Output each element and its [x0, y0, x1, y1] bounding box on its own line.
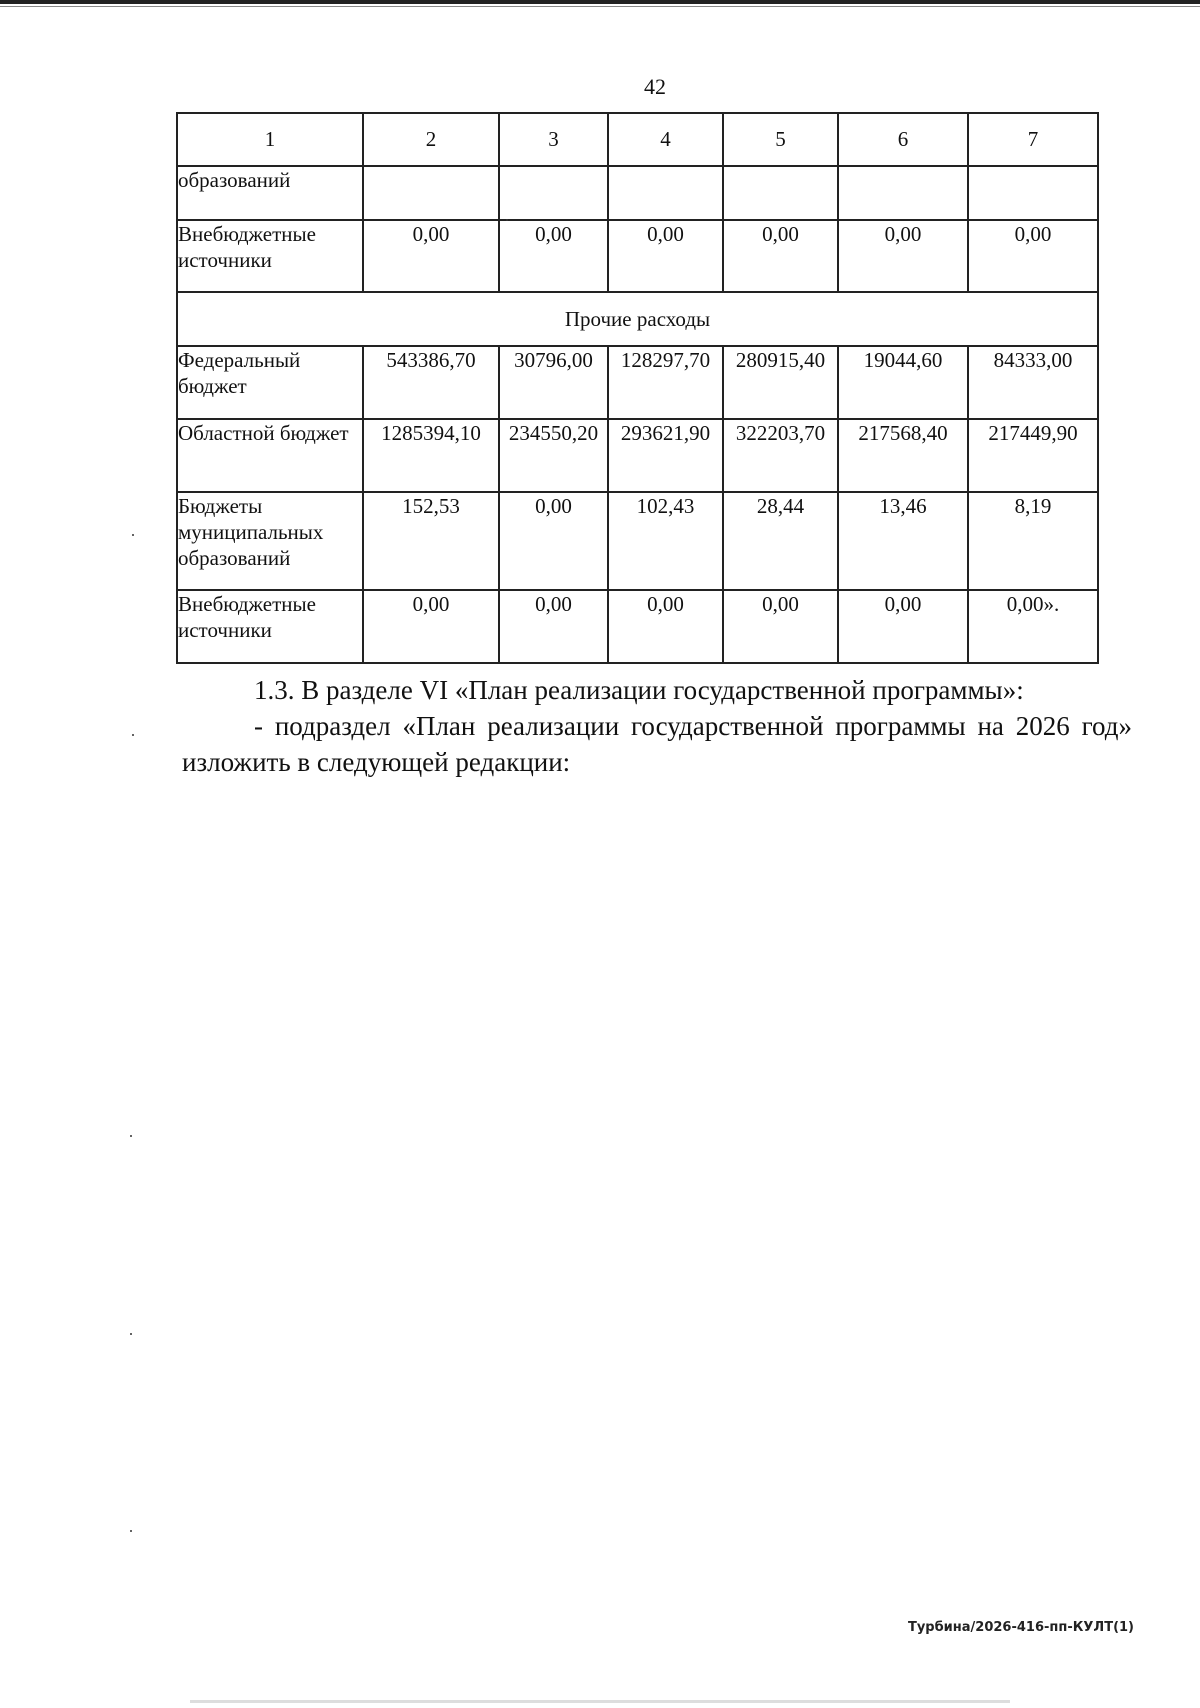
value-cell: 128297,70: [608, 346, 723, 419]
value-cell: 543386,70: [363, 346, 499, 419]
row-label: Бюджеты муниципальных образований: [177, 492, 363, 590]
value-cell: 0,00: [838, 220, 968, 292]
scan-top-border: [0, 0, 1200, 4]
document-code: Турбина/2026-416-пп-КУЛТ(1): [907, 1620, 1134, 1635]
table-row: [177, 590, 1098, 663]
section-title: Прочие расходы: [177, 292, 1098, 346]
header-cell: 5: [723, 113, 838, 166]
value-cell: 0,00: [363, 220, 499, 292]
header-cell: 6: [838, 113, 968, 166]
row-label: образований: [177, 166, 363, 220]
value-cell: 0,00: [723, 590, 838, 663]
table-row: [177, 419, 1098, 492]
value-cell: 0,00: [838, 590, 968, 663]
value-cell: [363, 166, 499, 220]
table-row: [177, 166, 1098, 220]
row-label: Областной бюджет: [177, 419, 363, 492]
header-cell: 3: [499, 113, 608, 166]
value-cell: 152,53: [363, 492, 499, 590]
table-row: [177, 346, 1098, 419]
row-label: Федеральный бюджет: [177, 346, 363, 419]
value-cell: 0,00: [608, 590, 723, 663]
value-cell: [723, 166, 838, 220]
value-cell: 0,00: [608, 220, 723, 292]
value-cell: 0,00: [723, 220, 838, 292]
header-cell: 4: [608, 113, 723, 166]
value-cell: 293621,90: [608, 419, 723, 492]
value-cell: 1285394,10: [363, 419, 499, 492]
value-cell: [499, 166, 608, 220]
value-cell: 280915,40: [723, 346, 838, 419]
paragraph-section-reference: 1.3. В разделе VI «План реализации государственной программы»:: [254, 675, 1024, 705]
header-cell: 7: [968, 113, 1098, 166]
row-label: Внебюджетные источники: [177, 220, 363, 292]
value-cell: 217568,40: [838, 419, 968, 492]
value-cell: 30796,00: [499, 346, 608, 419]
value-cell: 84333,00: [968, 346, 1098, 419]
header-cell: 2: [363, 113, 499, 166]
scan-speck: [132, 734, 134, 736]
value-cell: 19044,60: [838, 346, 968, 419]
value-cell: 13,46: [838, 492, 968, 590]
value-cell: 0,00: [968, 220, 1098, 292]
value-cell: 0,00».: [968, 590, 1098, 663]
value-cell: 102,43: [608, 492, 723, 590]
value-cell: 217449,90: [968, 419, 1098, 492]
row-label: Внебюджетные источники: [177, 590, 363, 663]
value-cell: [968, 166, 1098, 220]
budget-table: [176, 112, 1099, 664]
value-cell: 28,44: [723, 492, 838, 590]
paragraph-subsection-instruction: - подраздел «План реализации государственной программы на 2026 год» изложить в следующей редакции:: [182, 711, 1132, 777]
table-row: [177, 492, 1098, 590]
page-number: 42: [644, 74, 666, 99]
value-cell: 8,19: [968, 492, 1098, 590]
section-row: [177, 292, 1098, 346]
value-cell: 0,00: [499, 220, 608, 292]
table-row: [177, 220, 1098, 292]
value-cell: 234550,20: [499, 419, 608, 492]
scan-speck: [130, 1135, 132, 1137]
scan-speck: [130, 1333, 132, 1335]
table-header-row: [177, 113, 1098, 166]
scan-speck: [132, 534, 134, 536]
value-cell: [608, 166, 723, 220]
value-cell: 0,00: [363, 590, 499, 663]
scan-top-border-line: [0, 6, 1200, 7]
scan-speck: [506, 219, 508, 221]
scan-speck: [130, 1530, 132, 1532]
value-cell: [838, 166, 968, 220]
value-cell: 322203,70: [723, 419, 838, 492]
scan-bottom-artifact: [190, 1700, 1010, 1703]
value-cell: 0,00: [499, 492, 608, 590]
header-cell: 1: [177, 113, 363, 166]
value-cell: 0,00: [499, 590, 608, 663]
